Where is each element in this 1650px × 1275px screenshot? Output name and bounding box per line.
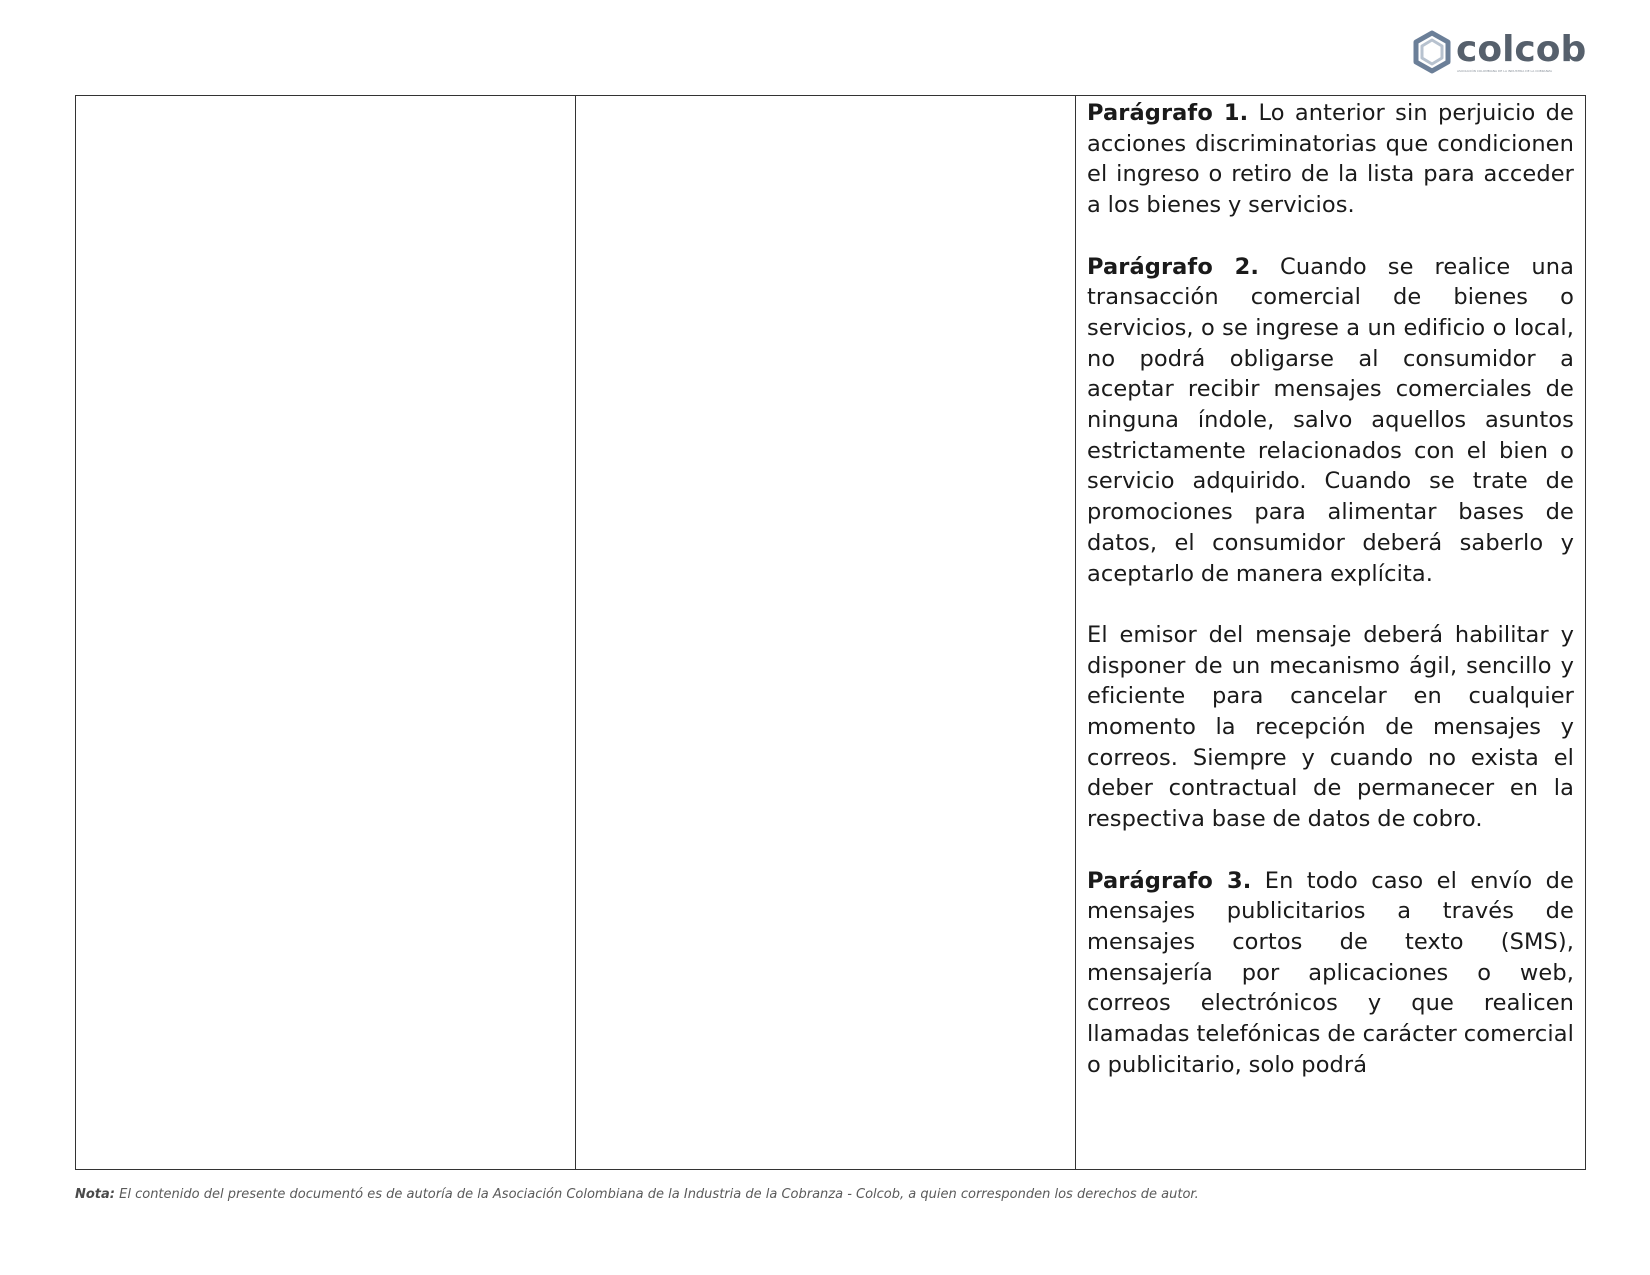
table-cell-right	[1076, 96, 1586, 1170]
paragraph-1-text: Lo anterior sin perjuicio de acciones discriminatorias que condicionen el ingreso o retiro de la lista para acceder a los bienes y servicios.	[1087, 100, 1574, 219]
paragraph-2-label: Parágrafo 2.	[1087, 253, 1260, 280]
colcob-emblem-icon	[1410, 30, 1454, 74]
cell-text	[1076, 96, 1585, 1169]
content-table	[75, 95, 1586, 1170]
paragraph-2	[1087, 252, 1574, 590]
paragraph-2-text: Cuando se realice una transacción comercial de bienes o servicios, o se ingrese a un edificio o local, no podrá obligarse al consumidor a aceptar recibir mensajes comerciales de ninguna índole, salvo aquellos asuntos estrictamente relacionados con el bien o servicio adquirido. Cuando se trate de promociones para alimentar bases de datos, el consumidor deberá saberlo y aceptarlo de manera explícita.	[1087, 253, 1575, 587]
paragraph-1	[1087, 98, 1574, 221]
table-cell-middle	[576, 96, 1076, 1170]
paragraph-3-text: El emisor del mensaje deberá habilitar y disponer de un mecanismo ágil, sencillo y eficiente para cancelar en cualquier momento la recepción de mensajes y correos. Siempre y cuando no exista el deber contractual de permanecer en la respectiva base de datos de cobro.	[1087, 621, 1574, 833]
paragraph-4-text: En todo caso el envío de mensajes publicitarios a través de mensajes cortos de texto (SMS), mensajería por aplicaciones o web, correos electrónicos y que realicen llamadas telefónicas de carácter comercial o publicitario, solo podrá	[1087, 867, 1575, 1078]
table-cell-left	[76, 96, 576, 1170]
colcob-logo	[1410, 30, 1590, 78]
paragraph-3	[1087, 620, 1574, 835]
paragraph-1-label: Parágrafo 1.	[1087, 100, 1249, 126]
note-label: Nota:	[75, 1187, 115, 1202]
logo-tagline: ASOCIACIÓN COLOMBIANA DE LA INDUSTRIA DE LA COBRANZA	[1457, 69, 1553, 73]
paragraph-4-label: Parágrafo 3.	[1087, 867, 1252, 894]
table-row	[76, 96, 1586, 1170]
footer-note	[75, 1187, 1575, 1202]
logo-wordmark: colcob	[1456, 29, 1587, 70]
paragraph-4	[1087, 866, 1574, 1081]
note-text: El contenido del presente documentó es de autoría de la Asociación Colombiana de la Industria de la Cobranza - Colcob, a quien corresponden los derechos de autor.	[115, 1187, 1199, 1202]
